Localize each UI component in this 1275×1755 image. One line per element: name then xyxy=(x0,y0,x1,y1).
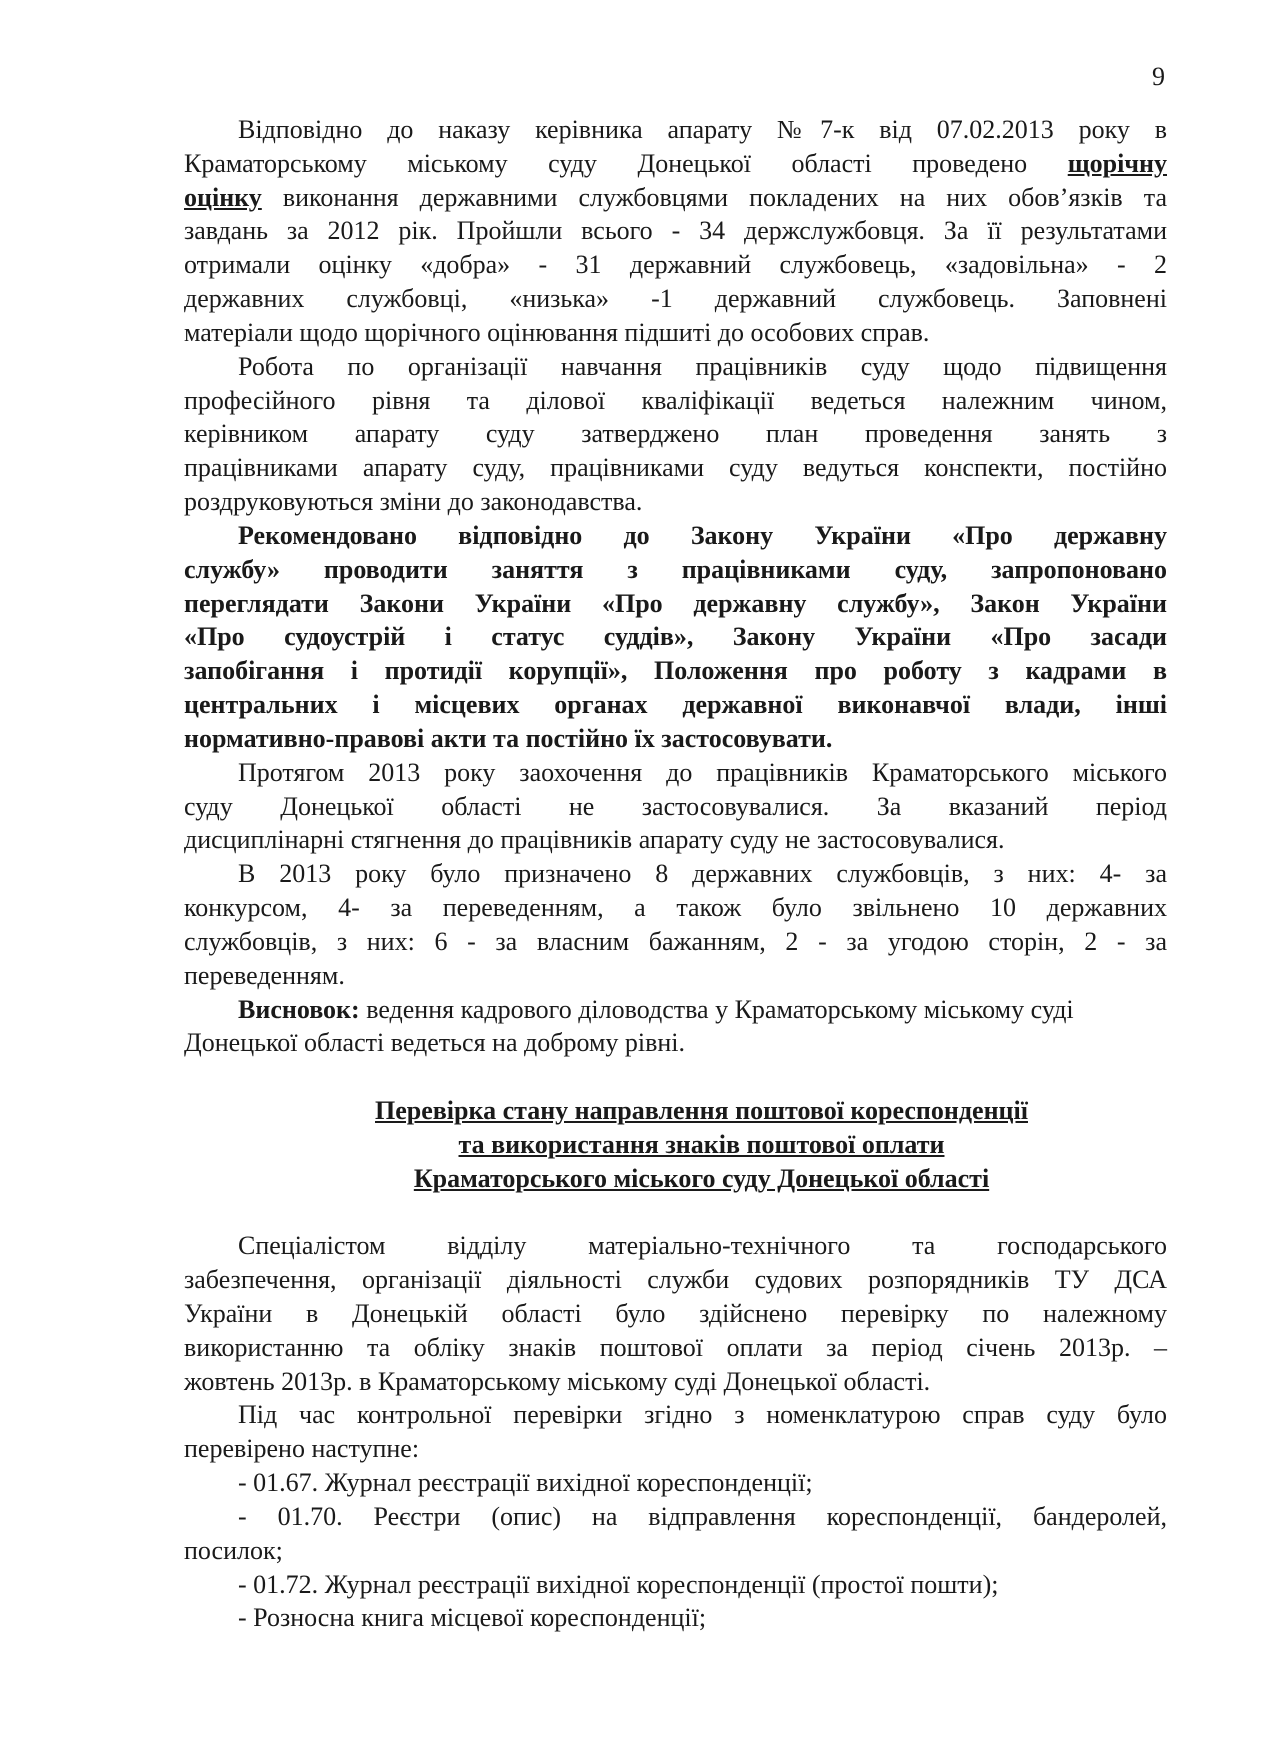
text-line xyxy=(184,993,1167,1027)
text-run: В 2013 року було призначено 8 державних службовців, з них: 4- за xyxy=(238,859,1167,889)
text-run: - 01.67. Журнал реєстрації вихідної кореспонденції; xyxy=(238,1468,813,1498)
paragraph xyxy=(184,1398,1167,1466)
text-line xyxy=(184,1229,1167,1263)
text-line xyxy=(184,1094,1167,1128)
blank-line xyxy=(184,1196,1167,1230)
emphasized-text: «Про судоустрій і статус суддів», Закону України «Про засади xyxy=(184,622,1167,652)
paragraph xyxy=(184,1500,1167,1568)
section-heading xyxy=(184,1094,1167,1195)
emphasized-text: переглядати Закони України «Про державну службу», Закон України xyxy=(184,588,1167,618)
text-run: Протягом 2013 року заохочення до працівників Краматорського міського xyxy=(238,757,1167,787)
text-line xyxy=(184,1500,1167,1534)
text-run: роздруковуються зміни до законодавства. xyxy=(184,487,643,517)
text-run: службовців, з них: 6 - за власним бажанням, 2 - за угодою сторін, 2 - за xyxy=(184,926,1167,956)
text-line xyxy=(184,1162,1167,1196)
text-run: суду Донецької області не застосовувалися. За вказаний період xyxy=(184,791,1167,821)
text-line xyxy=(184,316,1167,350)
text-run: України в Донецькій області було здійснено перевірку по належному xyxy=(184,1298,1167,1328)
emphasized-text: запобігання і протидії корупції», Положення про роботу з кадрами в xyxy=(184,656,1167,686)
paragraph xyxy=(184,1466,1167,1500)
text-line xyxy=(184,1365,1167,1399)
paragraph xyxy=(184,1229,1167,1398)
text-run: жовтень 2013р. в Краматорському міському суді Донецької області. xyxy=(184,1366,931,1396)
text-run: - Розносна книга місцевої кореспонденції; xyxy=(238,1603,707,1633)
text-run: державних службовці, «низька» -1 державний службовець. Заповнені xyxy=(184,284,1167,314)
text-line xyxy=(184,587,1167,621)
text-run: завдань за 2012 рік. Пройшли всього - 34 держслужбовця. За її результатами xyxy=(184,216,1167,246)
text-line xyxy=(184,417,1167,451)
text-run: Робота по організації навчання працівників суду щодо підвищення xyxy=(238,351,1167,381)
text-line xyxy=(184,891,1167,925)
text-line xyxy=(184,688,1167,722)
text-run: керівником апарату суду затверджено план проведення занять з xyxy=(184,419,1167,449)
text-line xyxy=(184,620,1167,654)
text-run: забезпечення, організації діяльності служби судових розпорядників ТУ ДСА xyxy=(184,1265,1167,1295)
emphasized-text: центральних і місцевих органах державної виконавчої влади, інші xyxy=(184,690,1167,720)
emphasized-text: Висновок: xyxy=(238,994,360,1024)
text-run: Відповідно до наказу керівника апарату №7-к від 07.02.2013 року в xyxy=(238,115,1167,144)
text-run: конкурсом, 4- за переведенням, а також було звільнено 10 державних xyxy=(184,893,1167,923)
text-line xyxy=(184,282,1167,316)
text-line xyxy=(184,722,1167,756)
emphasized-text: щорічну xyxy=(1067,148,1167,178)
text-line xyxy=(184,1432,1167,1466)
text-line xyxy=(184,1263,1167,1297)
text-run: виконання державними службовцями покладених на них обов’язків та xyxy=(261,182,1167,212)
text-line xyxy=(184,553,1167,587)
text-run: Спеціалістом відділу матеріально-технічного та господарського xyxy=(238,1231,1167,1261)
text-line xyxy=(184,959,1167,993)
text-line xyxy=(184,1534,1167,1568)
text-run: професійного рівня та ділової кваліфікації ведеться належним чином, xyxy=(184,385,1167,415)
text-run: переведенням. xyxy=(184,960,345,990)
text-line xyxy=(184,350,1167,384)
text-line xyxy=(184,384,1167,418)
text-run: Краматорського міського суду Донецької області xyxy=(413,1163,990,1193)
paragraph xyxy=(184,1601,1167,1635)
paragraph xyxy=(184,1568,1167,1602)
text-run: Краматорському міському суду Донецької області проведено xyxy=(184,148,1068,178)
text-line xyxy=(184,147,1167,181)
text-run: та використання знаків поштової оплати xyxy=(458,1129,945,1159)
text-run: отримали оцінку «добра» - 31 державний службовець, «задовільна» - 2 xyxy=(184,250,1167,280)
text-run: дисциплінарні стягнення до працівників апарату суду не застосовувалися. xyxy=(184,825,1005,855)
text-line xyxy=(184,857,1167,891)
text-run: Перевірка стану направлення поштової кореспонденції xyxy=(375,1096,1028,1126)
text-line xyxy=(184,1466,1167,1500)
paragraph xyxy=(184,857,1167,992)
blank-line xyxy=(184,1060,1167,1094)
text-line xyxy=(184,823,1167,857)
paragraph xyxy=(184,350,1167,519)
text-line xyxy=(184,214,1167,248)
text-line xyxy=(184,485,1167,519)
text-run: працівниками апарату суду, працівниками суду ведуться конспекти, постійно xyxy=(184,453,1167,483)
emphasized-text: оцінку xyxy=(184,182,262,212)
text-line xyxy=(184,451,1167,485)
text-line xyxy=(184,1398,1167,1432)
text-line xyxy=(184,756,1167,790)
text-line xyxy=(184,790,1167,824)
paragraph xyxy=(184,519,1167,756)
text-line xyxy=(184,181,1167,215)
paragraph xyxy=(184,113,1167,350)
text-line xyxy=(184,1568,1167,1602)
text-line xyxy=(184,925,1167,959)
emphasized-text: Рекомендовано відповідно до Закону України «Про державну xyxy=(238,520,1167,550)
emphasized-text: нормативно-правові акти та постійно їх застосовувати. xyxy=(184,723,833,753)
text-run: матеріали щодо щорічного оцінювання підшиті до особових справ. xyxy=(184,317,930,347)
paragraph xyxy=(184,993,1167,1061)
text-run: Донецької області ведеться на доброму рівні. xyxy=(184,1028,686,1058)
text-run: перевірено наступне: xyxy=(184,1434,420,1464)
text-line xyxy=(184,1026,1167,1060)
emphasized-text: службу» проводити заняття з працівниками суду, запропоновано xyxy=(184,554,1167,584)
text-line xyxy=(184,113,1167,147)
text-line xyxy=(184,654,1167,688)
document-body xyxy=(184,113,1167,1635)
paragraph xyxy=(184,756,1167,857)
text-run: ведення кадрового діловодства у Краматорському міському суді xyxy=(359,994,1074,1024)
page-number: 9 xyxy=(1152,62,1165,91)
text-run: Під час контрольної перевірки згідно з номенклатурою справ суду було xyxy=(238,1400,1167,1430)
text-line xyxy=(184,1297,1167,1331)
text-run: посилок; xyxy=(184,1535,283,1565)
text-line xyxy=(184,1128,1167,1162)
text-line xyxy=(184,519,1167,553)
text-line xyxy=(184,1331,1167,1365)
text-line xyxy=(184,248,1167,282)
text-line xyxy=(184,1601,1167,1635)
text-run: - 01.72. Журнал реєстрації вихідної кореспонденції (простої пошти); xyxy=(238,1569,999,1599)
text-run: - 01.70. Реєстри (опис) на відправлення кореспонденції, бандеролей, xyxy=(238,1501,1167,1531)
text-run: використанню та обліку знаків поштової оплати за період січень 2013р. – xyxy=(184,1332,1167,1362)
